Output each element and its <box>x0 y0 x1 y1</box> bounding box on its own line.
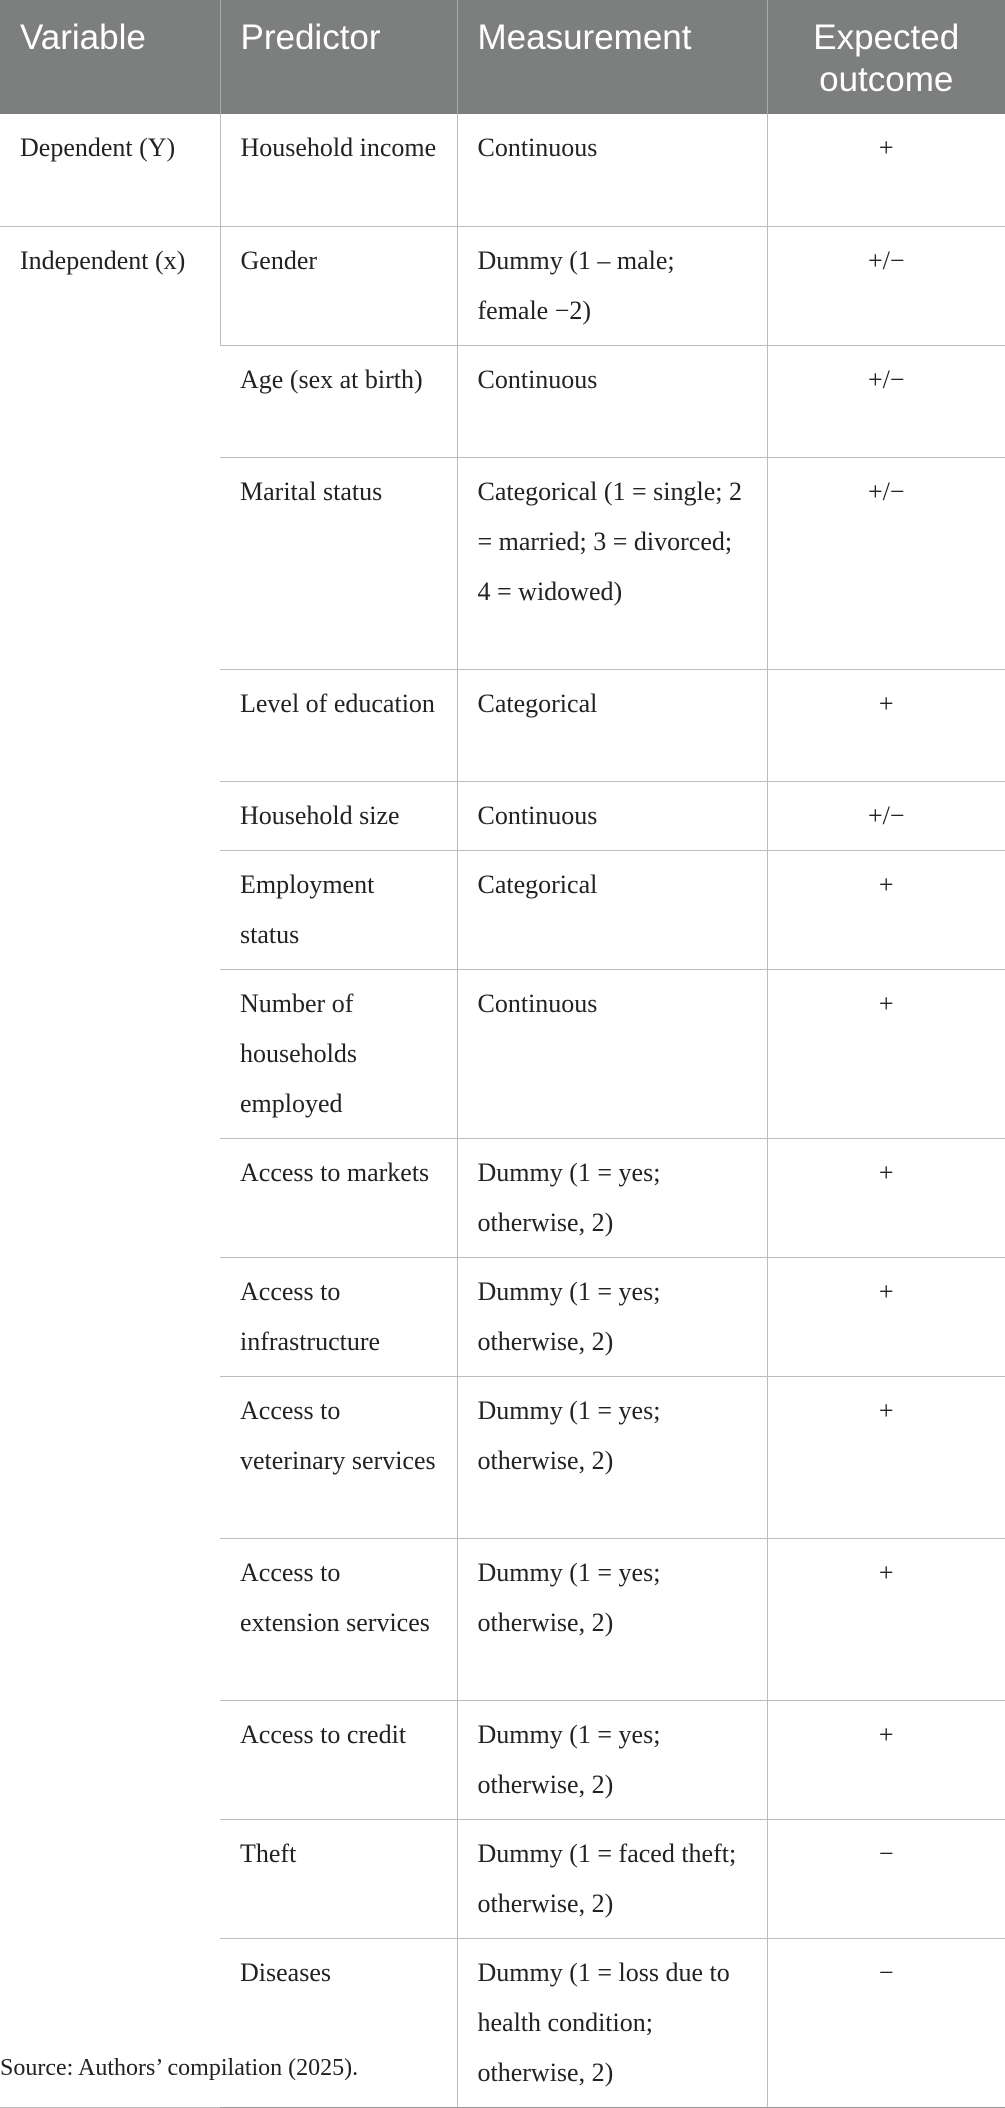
predictor-cell: Gender <box>220 226 457 345</box>
measurement-cell: Dummy (1 = yes; otherwise, 2) <box>457 1376 767 1538</box>
header-row <box>0 0 1005 114</box>
predictor-cell: Household income <box>220 114 457 226</box>
header-predictor: Predictor <box>220 0 457 114</box>
predictor-cell: Access to extension services <box>220 1538 457 1700</box>
variable-cell-dependent: Dependent (Y) <box>0 114 220 226</box>
measurement-cell: Dummy (1 = yes; otherwise, 2) <box>457 1257 767 1376</box>
table-row <box>0 114 1005 226</box>
predictor-cell: Access to veterinary services <box>220 1376 457 1538</box>
header-measurement: Measurement <box>457 0 767 114</box>
measurement-cell: Categorical (1 = single; 2 = married; 3 = divorced; 4 = widowed) <box>457 457 767 669</box>
measurement-cell: Continuous <box>457 345 767 457</box>
variable-cell-independent: Independent (x) <box>0 226 220 2107</box>
predictor-cell: Number of households employed <box>220 969 457 1138</box>
outcome-cell: + <box>767 1538 1005 1700</box>
predictor-cell: Level of education <box>220 669 457 781</box>
measurement-cell: Dummy (1 = yes; otherwise, 2) <box>457 1538 767 1700</box>
outcome-cell: − <box>767 1819 1005 1938</box>
measurement-cell: Categorical <box>457 669 767 781</box>
predictor-cell: Age (sex at birth) <box>220 345 457 457</box>
measurement-cell: Dummy (1 = yes; otherwise, 2) <box>457 1700 767 1819</box>
measurement-cell: Dummy (1 = loss due to health condition; otherwise, 2) <box>457 1938 767 2107</box>
measurement-cell: Continuous <box>457 969 767 1138</box>
outcome-cell: +/− <box>767 781 1005 850</box>
header-expected-outcome: Expected outcome <box>767 0 1005 114</box>
predictor-cell: Marital status <box>220 457 457 669</box>
outcome-cell: + <box>767 1700 1005 1819</box>
predictor-cell: Access to markets <box>220 1138 457 1257</box>
predictor-cell: Diseases <box>220 1938 457 2107</box>
outcome-cell: + <box>767 1138 1005 1257</box>
measurement-cell: Categorical <box>457 850 767 969</box>
table-header <box>0 0 1005 114</box>
predictor-cell: Theft <box>220 1819 457 1938</box>
source-note: Source: Authors’ compilation (2025). <box>0 2055 359 2081</box>
measurement-cell: Dummy (1 = yes; otherwise, 2) <box>457 1138 767 1257</box>
predictor-cell: Household size <box>220 781 457 850</box>
outcome-cell: − <box>767 1938 1005 2107</box>
outcome-cell: + <box>767 669 1005 781</box>
predictor-cell: Access to infrastructure <box>220 1257 457 1376</box>
predictor-cell: Employment status <box>220 850 457 969</box>
outcome-cell: + <box>767 850 1005 969</box>
outcome-cell: + <box>767 114 1005 226</box>
measurement-cell: Continuous <box>457 781 767 850</box>
table-body <box>0 114 1005 2107</box>
outcome-cell: + <box>767 969 1005 1138</box>
outcome-cell: + <box>767 1257 1005 1376</box>
measurement-cell: Dummy (1 – male; female −2) <box>457 226 767 345</box>
outcome-cell: +/− <box>767 457 1005 669</box>
outcome-cell: +/− <box>767 345 1005 457</box>
predictor-cell: Access to credit <box>220 1700 457 1819</box>
measurement-cell: Continuous <box>457 114 767 226</box>
measurement-cell: Dummy (1 = faced theft; otherwise, 2) <box>457 1819 767 1938</box>
outcome-cell: +/− <box>767 226 1005 345</box>
outcome-cell: + <box>767 1376 1005 1538</box>
header-variable: Variable <box>0 0 220 114</box>
table-row <box>0 226 1005 345</box>
